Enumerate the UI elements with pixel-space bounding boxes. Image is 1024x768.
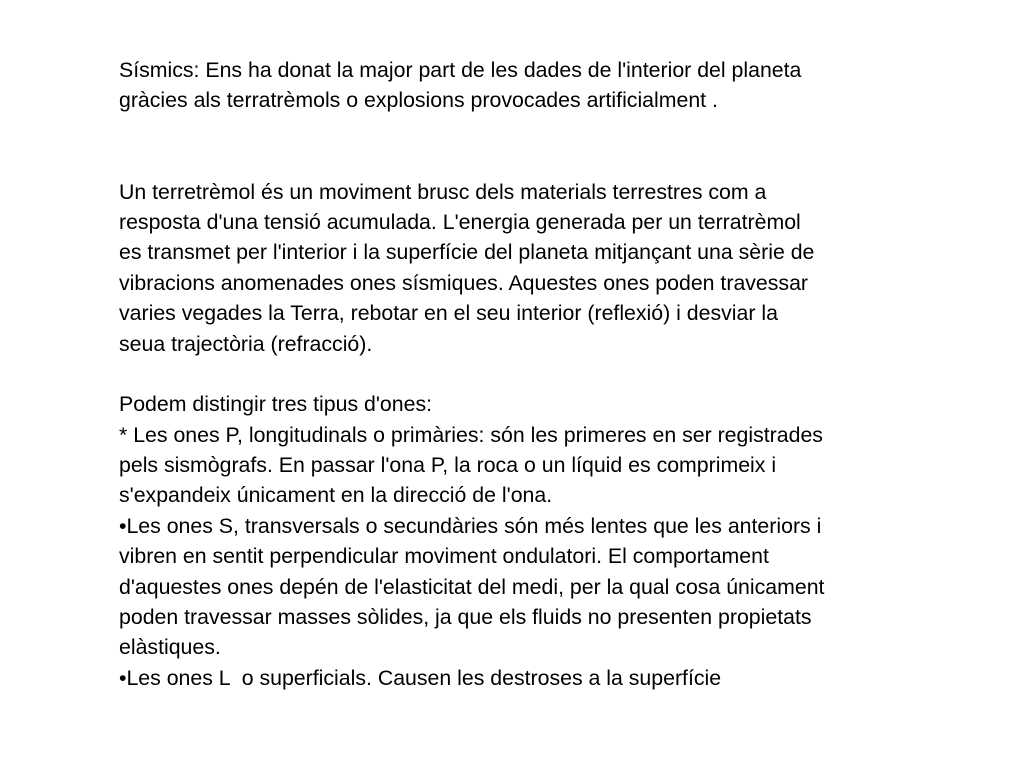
l-wave-item bbox=[119, 663, 979, 693]
text-line: poden travessar masses sòlides, ja que els fluids no presenten propietats bbox=[119, 605, 812, 630]
spacer bbox=[119, 359, 979, 389]
text-line: •Les ones L o superficials. Causen les destroses a la superfície bbox=[119, 665, 722, 690]
text-line: pels sismògrafs. En passar l'ona P, la roca o un líquid es comprimeix i bbox=[119, 453, 777, 478]
text-line: Sísmics: Ens ha donat la major part de les dades de l'interior del planeta bbox=[119, 58, 802, 82]
text-line: seua trajectòria (refracció). bbox=[119, 331, 373, 356]
text-line: varies vegades la Terra, rebotar en el seu interior (reflexió) i desviar la bbox=[119, 301, 778, 326]
spacer bbox=[119, 146, 979, 176]
text-line: vibren en sentit perpendicular moviment ondulatori. El comportament bbox=[119, 544, 769, 569]
intro-paragraph bbox=[119, 55, 979, 116]
text-line: Un terretrèmol és un moviment brusc dels materials terrestres com a bbox=[119, 179, 767, 204]
wave-types-heading: Podem distingir tres tipus d'ones: bbox=[119, 392, 433, 417]
text-line: gràcies als terratrèmols o explosions provocades artificialment . bbox=[119, 88, 718, 113]
text-line: •Les ones S, transversals o secundàries són més lentes que les anteriors i bbox=[119, 513, 822, 538]
text-line: resposta d'una tensió acumulada. L'energia generada per un terratrèmol bbox=[119, 209, 801, 234]
text-line: elàstiques. bbox=[119, 635, 221, 660]
spacer bbox=[119, 116, 979, 146]
p-wave-item bbox=[119, 420, 979, 511]
earthquake-paragraph bbox=[119, 177, 979, 359]
text-line: s'expandeix únicament en la direcció de l'ona. bbox=[119, 483, 553, 508]
text-line: * Les ones P, longitudinals o primàries: són les primeres en ser registrades bbox=[119, 422, 823, 447]
s-wave-item bbox=[119, 511, 979, 663]
slide-content bbox=[119, 55, 979, 693]
text-line: d'aquestes ones depén de l'elasticitat del medi, per la qual cosa únicament bbox=[119, 574, 825, 599]
text-line: vibracions anomenades ones sísmiques. Aquestes ones poden travessar bbox=[119, 270, 809, 295]
text-line: es transmet per l'interior i la superfície del planeta mitjançant una sèrie de bbox=[119, 240, 815, 265]
